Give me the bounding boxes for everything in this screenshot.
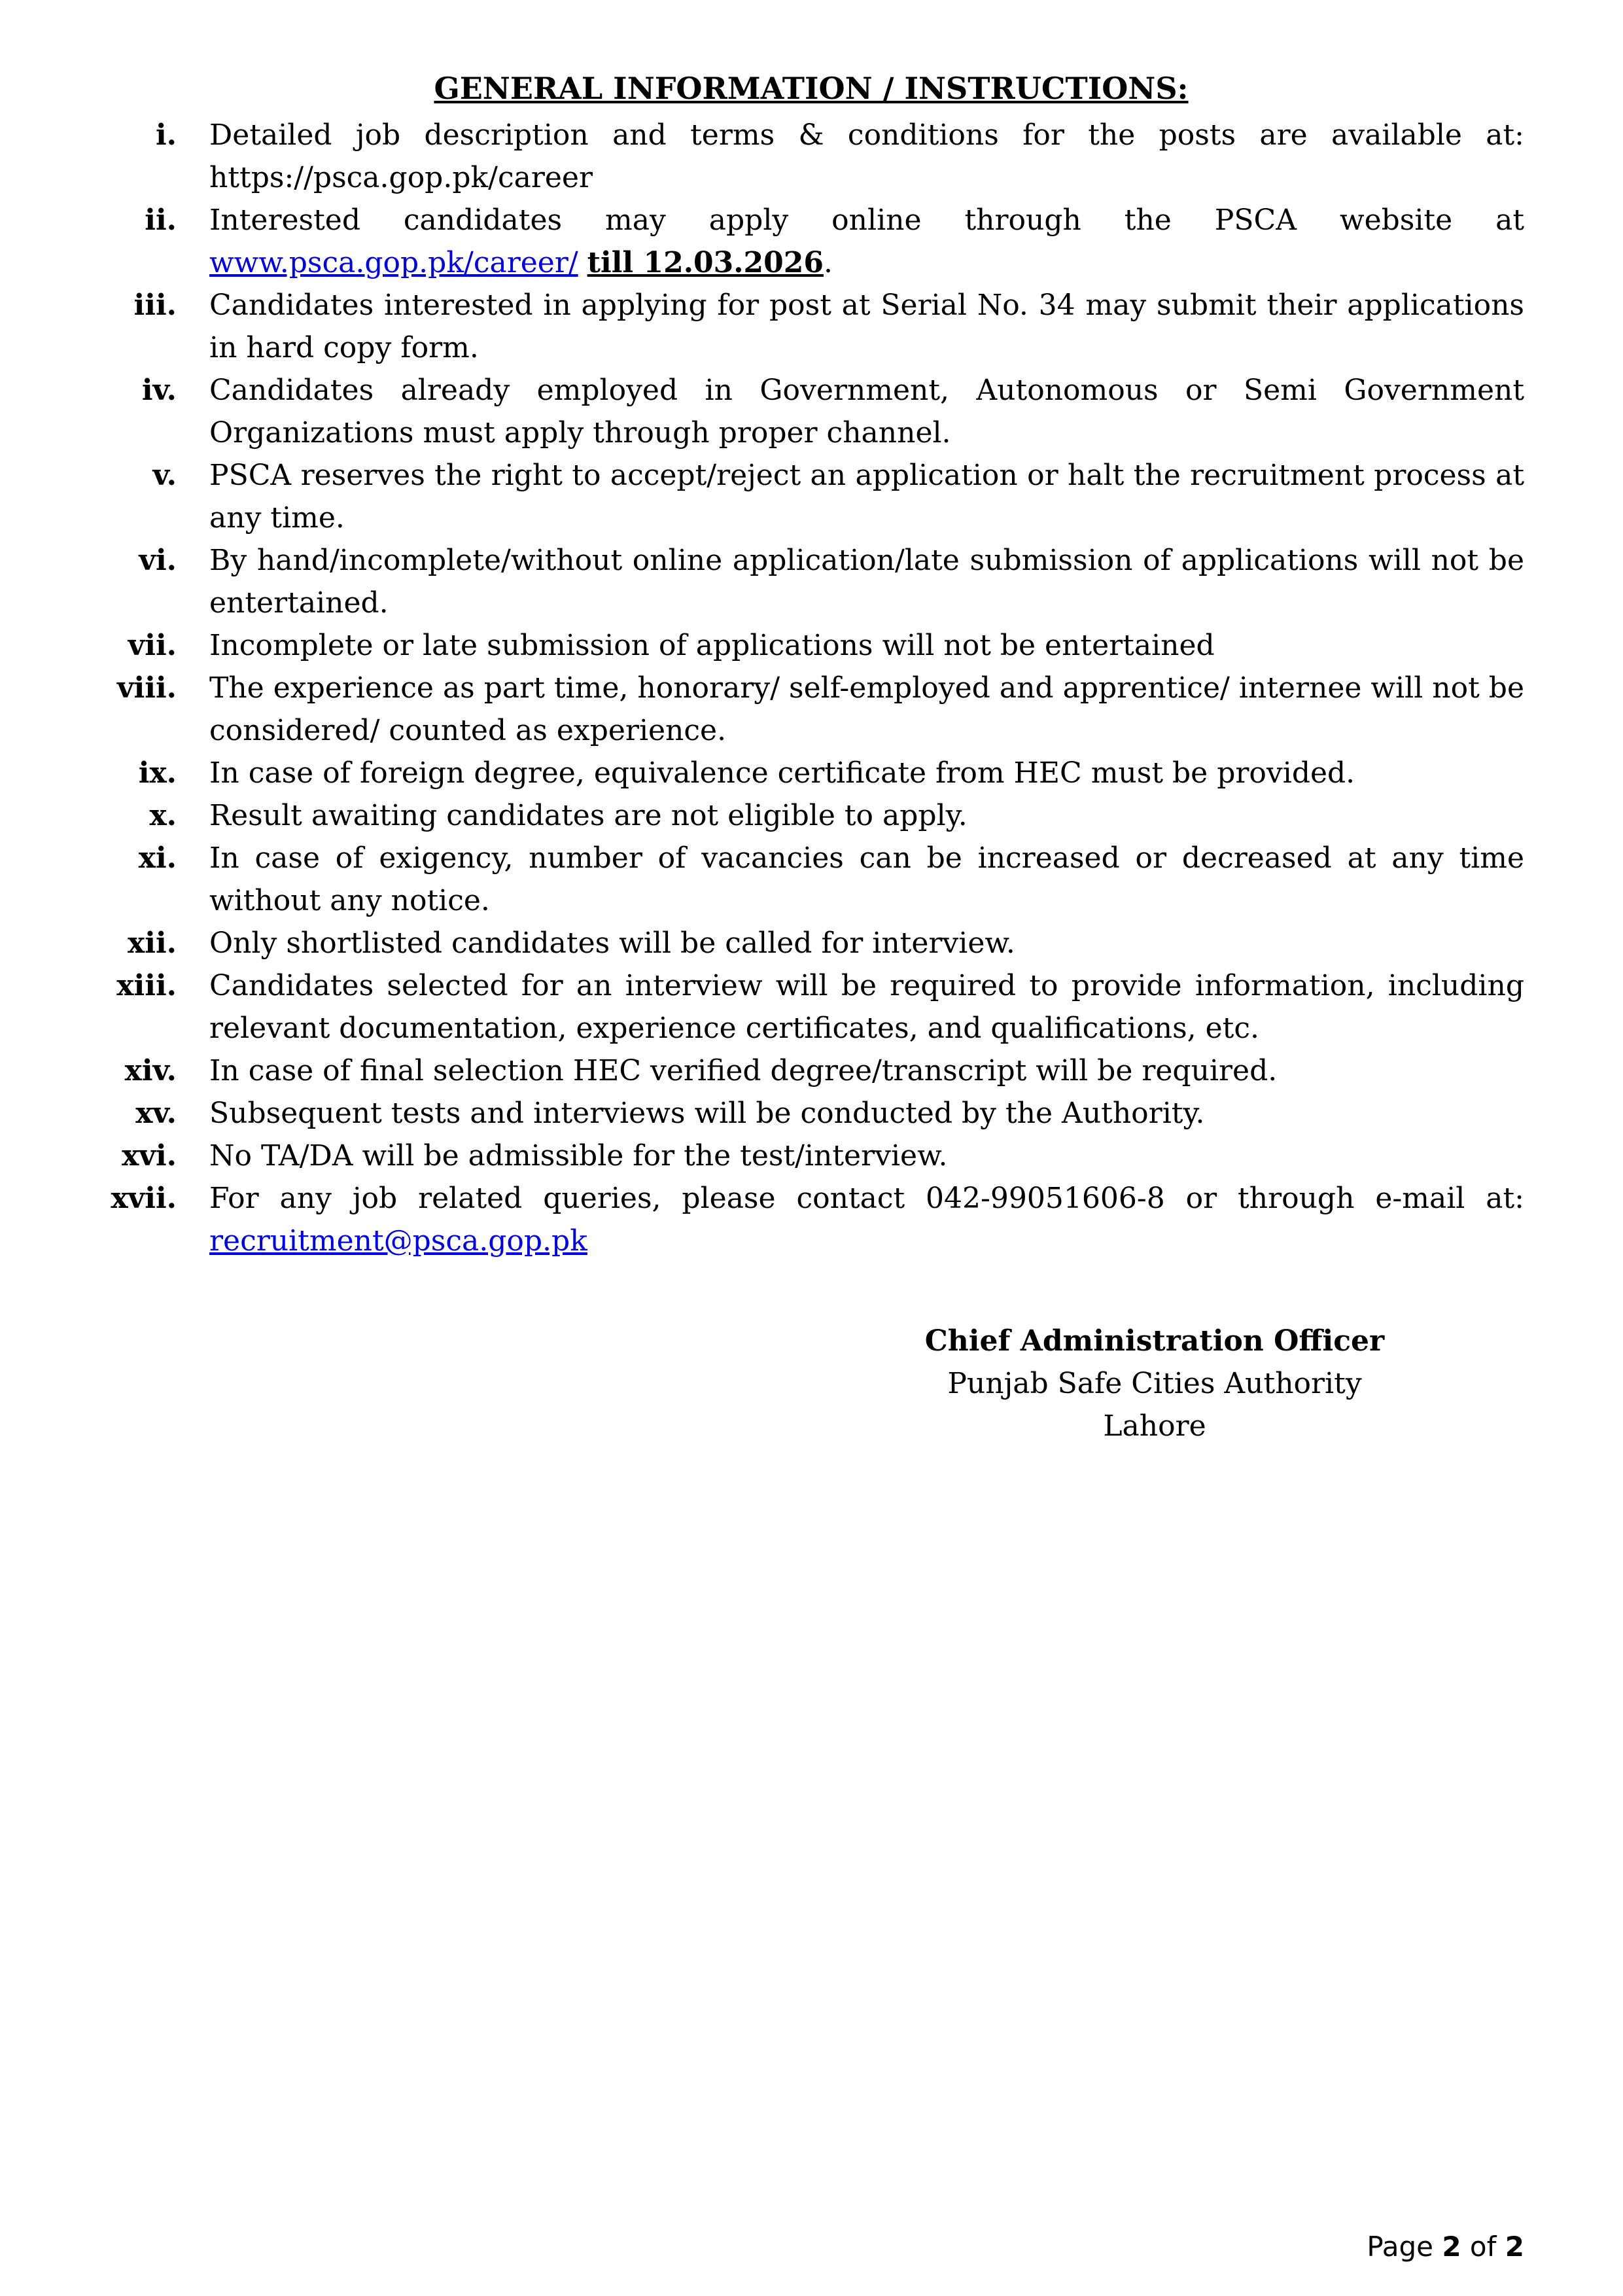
item-text [209,837,1524,922]
text-run: The experience as part time, honorary/ self-employed and apprentice/ internee will not be considered/ counted as experience. [209,671,1524,747]
deadline-text: till 12.03.2026 [587,246,824,279]
item-text [209,284,1524,369]
text-run: In case of final selection HEC verified degree/transcript will be required. [209,1054,1278,1087]
text-run: In case of foreign degree, equivalence certificate from HEC must be provided. [209,756,1355,790]
list-item [98,794,1524,837]
text-run: Only shortlisted candidates will be called for interview. [209,927,1015,960]
item-text [209,964,1524,1050]
text-run: 2 [1442,2231,1461,2263]
list-item [98,752,1524,794]
list-item [98,539,1524,624]
list-item [98,369,1524,454]
text-run: . [824,246,833,279]
page-footer [1367,2231,1524,2263]
item-numeral: vi. [139,544,177,577]
item-text [209,539,1524,624]
text-run: Result awaiting candidates are not eligible to apply. [209,799,968,832]
list-item [98,922,1524,964]
list-item [98,454,1524,539]
list-item [98,1092,1524,1135]
item-numeral: viii. [116,671,177,705]
instructions-list [98,114,1524,1262]
list-item [98,1177,1524,1262]
list-item [98,624,1524,667]
item-numeral: xvii. [111,1182,177,1215]
text-run [578,246,587,279]
list-item [98,667,1524,752]
text-run: Incomplete or late submission of applications will not be entertained [209,629,1215,662]
list-item [98,837,1524,922]
item-numeral: iii. [133,289,177,322]
item-numeral: v. [152,459,177,492]
item-text [209,794,1524,837]
list-item [98,199,1524,284]
text-run: Candidates interested in applying for post at Serial No. 34 may submit their applications in hard copy form. [209,289,1524,364]
text-run: PSCA reserves the right to accept/reject an application or halt the recruitment process at any time. [209,459,1524,535]
item-text [209,1135,1524,1177]
text-run: 2 [1505,2231,1524,2263]
item-text [209,1092,1524,1135]
item-numeral: vii. [128,629,177,662]
list-item [98,1050,1524,1092]
item-numeral: xii. [128,927,177,960]
item-text [209,624,1524,667]
list-item [98,114,1524,199]
item-text [209,454,1524,539]
item-numeral: xiii. [116,969,177,1002]
signature-block [886,1320,1423,1447]
item-text [209,1177,1524,1262]
list-item [98,284,1524,369]
text-run: No TA/DA will be admissible for the test/interview. [209,1139,948,1173]
item-text [209,199,1524,284]
document-content [98,65,1524,1447]
item-numeral: iv. [141,374,177,407]
text-run: Detailed job description and terms & conditions for the posts are available at: https://psca.gop.pk/career [209,118,1524,194]
text-run: Candidates already employed in Government, Autonomous or Semi Government Organizations must apply through proper channel. [209,374,1524,450]
text-run: of [1461,2231,1505,2263]
item-numeral: ii. [145,203,177,237]
item-text [209,667,1524,752]
item-numeral: xi. [138,841,177,875]
signatory-organization: Punjab Safe Cities Authority [947,1367,1362,1400]
page-title: GENERAL INFORMATION / INSTRUCTIONS: [434,71,1189,106]
signatory-title: Chief Administration Officer [924,1324,1385,1358]
item-numeral: xiv. [124,1054,177,1087]
item-text [209,922,1524,964]
item-numeral: i. [155,118,177,152]
signatory-city: Lahore [1103,1409,1206,1443]
text-run: By hand/incomplete/without online application/late submission of applications will not be entertained. [209,544,1524,620]
item-numeral: xv. [135,1097,177,1130]
item-text [209,1050,1524,1092]
text-run: Subsequent tests and interviews will be conducted by the Authority. [209,1097,1205,1130]
item-numeral: ix. [138,756,177,790]
text-run: In case of exigency, number of vacancies can be increased or decreased at any time without any notice. [209,841,1524,917]
list-item [98,1135,1524,1177]
item-text [209,752,1524,794]
item-text [209,369,1524,454]
hyperlink[interactable]: recruitment@psca.gop.pk [209,1224,587,1258]
text-run: Page [1367,2231,1442,2263]
item-text [209,114,1524,199]
hyperlink[interactable]: www.psca.gop.pk/career/ [209,246,578,279]
item-numeral: xvi. [122,1139,177,1173]
text-run: Interested candidates may apply online through the PSCA website at [209,203,1524,237]
item-numeral: x. [149,799,177,832]
list-item [98,964,1524,1050]
text-run: For any job related queries, please contact 042-99051606-8 or through e-mail at: [209,1182,1524,1215]
text-run: Candidates selected for an interview will be required to provide information, including relevant documentation, experience certificates, and qualifications, etc. [209,969,1524,1045]
